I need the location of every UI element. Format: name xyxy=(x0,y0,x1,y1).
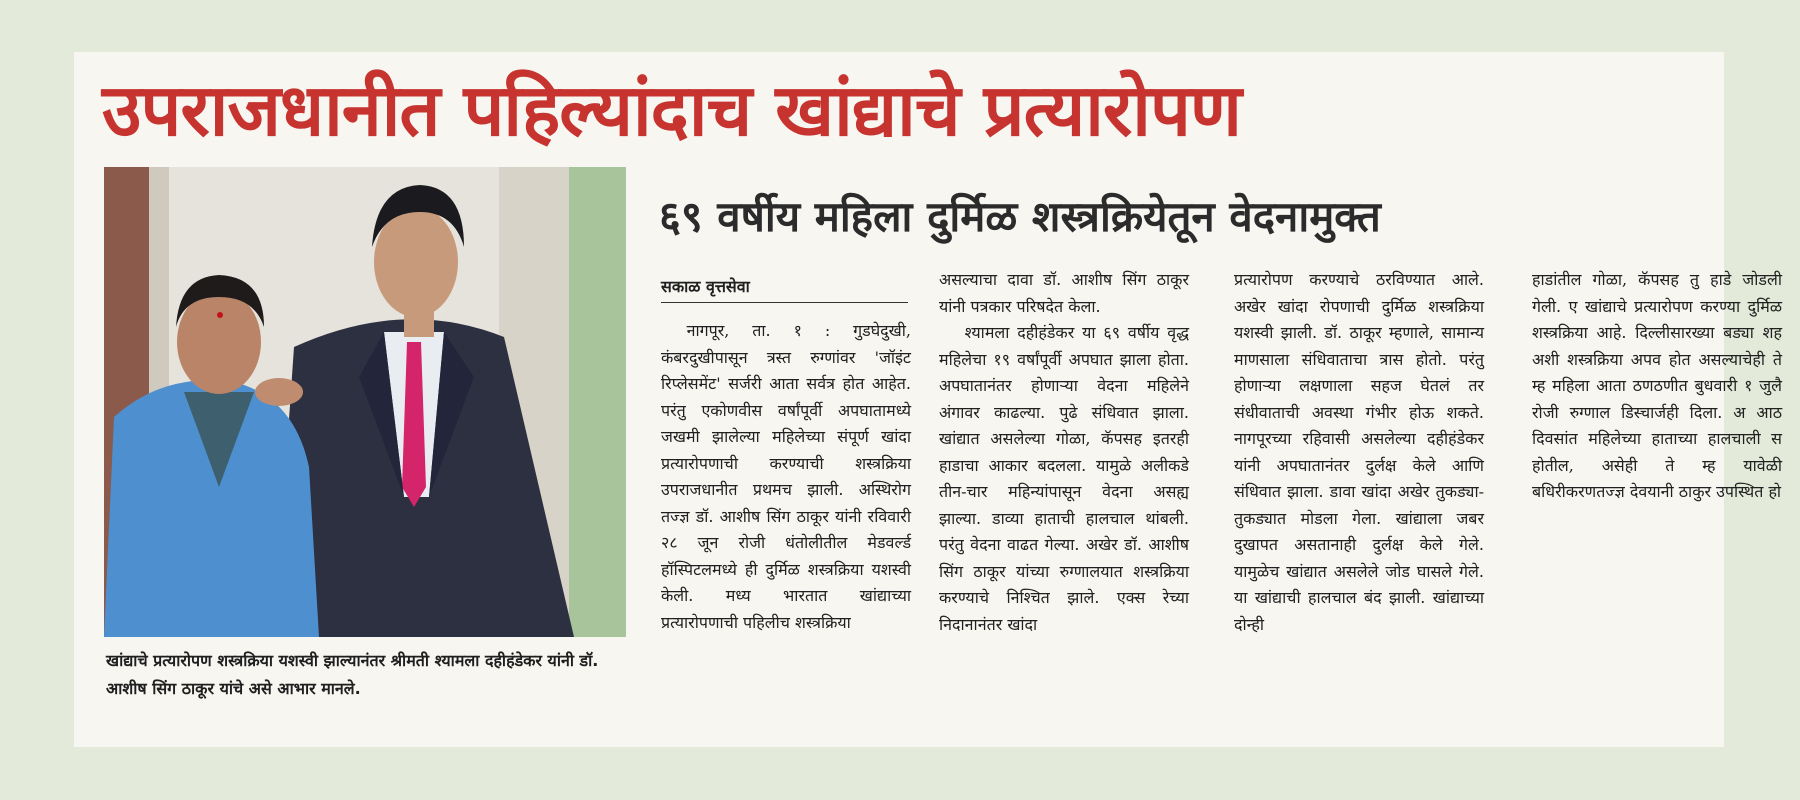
article-column-2 xyxy=(939,267,1189,638)
subheadline: ६९ वर्षीय महिला दुर्मिळ शस्त्रक्रियेतून वेदनामुक्त xyxy=(659,192,1381,241)
article-paragraph: हाडांतील गोळा, कॅपसह तु हाडे जोडली गेली. ए खांद्याचे प्रत्यारोपण करण्या दुर्मिळ शस्त्रक्रिया आहे. दिल्लीसारख्या बड्या शह अशी शस्त्रक्रिया अपव होत असल्याचेही ते म्ह महिला आता ठणठणीत बुधवारी १ जुलै रोजी रुग्णाल डिस्चार्जही दिला. अ आठ दिवसांत महिलेच्या हाताच्या हालचाली स होतील, असेही ते म्ह यावेळी बधिरीकरणतज्ज्ञ देवयानी ठाकुर उपस्थित हो xyxy=(1532,270,1782,501)
article-paragraph: नागपूर, ता. १ : गुडघेदुखी, कंबरदुखीपासून त्रस्त रुग्णांवर 'जॉइंट रिप्लेसमेंट' सर्जरी आता सर्वत्र होत आहेत. परंतु एकोणवीस वर्षांपूर्वी अपघातामध्ये जखमी झालेल्या महिलेच्या संपूर्ण खांदा प्रत्यारोपणाची करण्याची शस्त्रक्रिया उपराजधानीत प्रथमच झाली. अस्थिरोग तज्ज्ञ डॉ. आशीष सिंग ठाकूर यांनी रविवारी २८ जून रोजी धंतोलीतील मेडवर्ल्ड हॉस्पिटलमध्ये ही दुर्मिळ शस्त्रक्रिया यशस्वी केली. मध्य भारतात खांद्याच्या प्रत्यारोपणाची पहिलीच शस्त्रक्रिया xyxy=(661,321,911,632)
article-column-4 xyxy=(1532,267,1782,506)
photo-caption: खांद्याचे प्रत्यारोपण शस्त्रक्रिया यशस्वी झाल्यानंतर श्रीमती श्यामला दहीहंडेकर यांनी डॉ. आशीष सिंग ठाकूर यांचे असे आभार मानले. xyxy=(106,651,599,698)
article-paragraph: प्रत्यारोपण करण्याचे ठरविण्यात आले. अखेर खांदा रोपणाची दुर्मिळ शस्त्रक्रिया यशस्वी झाली. डॉ. ठाकूर म्हणाले, सामान्य माणसाला संधिवाताचा त्रास होतो. परंतु होणाऱ्या लक्षणाला सहज घेतलं तर संधीवाताची अवस्था गंभीर होऊ शकते. नागपूरच्या रहिवासी असलेल्या दहीहंडेकर यांनी अपघातानंतर दुर्लक्ष केले आणि संधिवात झाला. डावा खांदा अखेर तुकड्या-तुकड्यात मोडला गेला. खांद्याला जबर दुखापत असतानाही दुर्लक्ष केले गेले. यामुळेच खांद्यात असलेले जोड घासले गेले. या खांद्याची हालचाल बंद झाली. खांद्याच्या दोन्ही xyxy=(1234,270,1484,634)
headline: उपराजधानीत पहिल्यांदाच खांद्याचे प्रत्यारोपण xyxy=(102,68,1241,152)
article-column-3 xyxy=(1234,267,1484,638)
article-paragraph: असल्याचा दावा डॉ. आशीष सिंग ठाकूर यांनी पत्रकार परिषदेत केला. xyxy=(939,270,1189,316)
newspaper-clipping xyxy=(74,52,1782,747)
article-photo xyxy=(104,167,626,637)
article-column-1 xyxy=(661,318,911,636)
article-paragraph: श्यामला दहीहंडेकर या ६९ वर्षीय वृद्ध महिलेचा १९ वर्षांपूर्वी अपघात झाला होता. अपघातानंतर होणाऱ्या वेदना महिलेने अंगावर काढल्या. पुढे संधिवात झाला. खांद्यात असलेल्या गोळा, कॅपसह इतरही हाडाचा आकार बदलला. यामुळे अलीकडे तीन-चार महिन्यांपासून वेदना असह्य झाल्या. डाव्या हाताची हालचाल थांबली. परंतु वेदना वाढत गेल्या. अखेर डॉ. आशीष सिंग ठाकूर यांच्या रुग्णालयात शस्त्रक्रिया करण्याचे निश्चित झाले. एक्स रेच्या निदानानंतर खांदा xyxy=(939,323,1189,634)
byline: सकाळ वृत्तसेवा xyxy=(661,272,908,303)
